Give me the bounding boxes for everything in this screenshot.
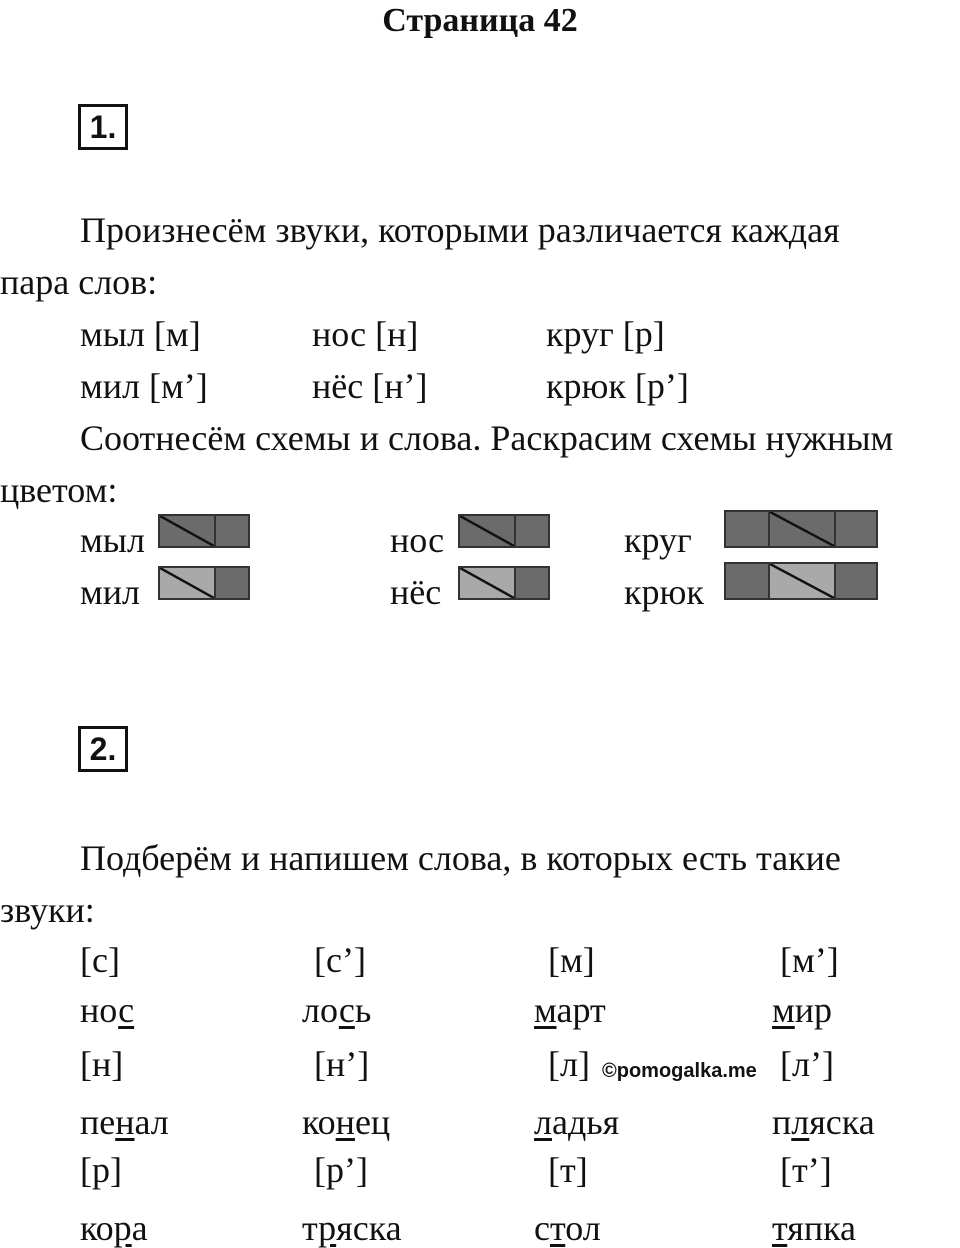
underlined-letter: р bbox=[113, 1208, 132, 1248]
sound-label: [с’] bbox=[314, 940, 366, 980]
sound-label: [н’] bbox=[314, 1044, 370, 1084]
slash-mark bbox=[770, 564, 834, 598]
sound-label: [м’] bbox=[780, 940, 839, 980]
underlined-letter: м bbox=[772, 990, 795, 1030]
underlined-letter: м bbox=[534, 990, 557, 1030]
pair-word: нёс [н’] bbox=[312, 366, 428, 406]
task-1-intro-line1: Произнесём звуки, которыми различается каждая bbox=[80, 210, 840, 250]
word-part: с bbox=[534, 1208, 550, 1248]
underlined-letter: н bbox=[115, 1102, 135, 1142]
sound-label: [н] bbox=[80, 1044, 124, 1084]
example-word bbox=[302, 990, 371, 1030]
word-part: арт bbox=[556, 990, 606, 1030]
consonant-cell bbox=[514, 514, 550, 548]
sound-label: [т’] bbox=[780, 1150, 832, 1190]
underlined-letter: с bbox=[338, 990, 355, 1030]
vowel-cell bbox=[158, 514, 216, 548]
vowel-cell bbox=[158, 566, 216, 600]
task-1-relate-line2: цветом: bbox=[0, 470, 118, 510]
slash-mark bbox=[160, 568, 214, 598]
sound-scheme bbox=[158, 566, 250, 600]
sound-label: [м] bbox=[548, 940, 595, 980]
task-2-intro-line2: звуки: bbox=[0, 890, 95, 930]
pair-word: мыл [м] bbox=[80, 314, 201, 354]
sound-label: [р’] bbox=[314, 1150, 368, 1190]
underlined-letter: с bbox=[118, 990, 135, 1030]
slash-mark bbox=[460, 516, 514, 546]
underlined-letter: т bbox=[772, 1208, 788, 1248]
task-1-number: 1. bbox=[78, 104, 128, 150]
pair-word: круг [р] bbox=[546, 314, 665, 354]
pair-word: мил [м’] bbox=[80, 366, 208, 406]
scheme-word: крюк bbox=[624, 572, 704, 612]
consonant-cell bbox=[214, 514, 250, 548]
example-word bbox=[80, 990, 134, 1030]
word-part: ло bbox=[302, 990, 339, 1030]
word-part: ь bbox=[354, 990, 372, 1030]
scheme-word: мыл bbox=[80, 520, 145, 560]
word-part: п bbox=[772, 1102, 792, 1142]
sound-label: [т] bbox=[548, 1150, 588, 1190]
consonant-cell bbox=[834, 510, 878, 548]
slash-mark bbox=[460, 568, 514, 598]
word-part: ир bbox=[794, 990, 833, 1030]
word-part: ко bbox=[302, 1102, 336, 1142]
sound-scheme bbox=[158, 514, 250, 548]
example-word bbox=[772, 1102, 875, 1142]
consonant-cell bbox=[834, 562, 878, 600]
example-word bbox=[80, 1102, 169, 1142]
pair-word: нос [н] bbox=[312, 314, 419, 354]
page-title: Страница 42 bbox=[382, 2, 578, 39]
scheme-word: мил bbox=[80, 572, 141, 612]
vowel-cell bbox=[458, 566, 516, 600]
word-part: ец bbox=[354, 1102, 391, 1142]
sound-label: [с] bbox=[80, 940, 120, 980]
underlined-letter: л bbox=[534, 1102, 552, 1142]
example-word bbox=[534, 990, 606, 1030]
consonant-cell bbox=[724, 510, 770, 548]
example-word bbox=[80, 1208, 148, 1248]
consonant-cell bbox=[514, 566, 550, 600]
word-part: но bbox=[80, 990, 119, 1030]
scheme-word: круг bbox=[624, 520, 692, 560]
example-word bbox=[772, 1208, 856, 1248]
consonant-cell bbox=[214, 566, 250, 600]
sound-label: [л] bbox=[548, 1044, 590, 1084]
slash-mark bbox=[770, 512, 834, 546]
word-part: япка bbox=[787, 1208, 857, 1248]
scheme-word: нос bbox=[390, 520, 445, 560]
word-part: а bbox=[131, 1208, 148, 1248]
example-word bbox=[302, 1102, 390, 1142]
example-word bbox=[772, 990, 832, 1030]
slash-mark bbox=[160, 516, 214, 546]
consonant-cell bbox=[724, 562, 770, 600]
sound-scheme bbox=[458, 514, 550, 548]
word-part: пе bbox=[80, 1102, 116, 1142]
sound-label: [л’] bbox=[780, 1044, 834, 1084]
word-part: т bbox=[302, 1208, 319, 1248]
underlined-letter: т bbox=[549, 1208, 566, 1248]
scheme-word: нёс bbox=[390, 572, 442, 612]
word-part: яска bbox=[809, 1102, 875, 1142]
underlined-letter: л bbox=[791, 1102, 810, 1142]
task-2-number: 2. bbox=[78, 726, 128, 772]
example-word bbox=[534, 1102, 619, 1142]
watermark: ©pomogalka.me bbox=[602, 1060, 757, 1082]
sound-scheme bbox=[724, 562, 878, 600]
sound-scheme bbox=[724, 510, 878, 548]
vowel-cell bbox=[768, 562, 836, 600]
example-word bbox=[302, 1208, 402, 1248]
underlined-letter: р bbox=[318, 1208, 337, 1248]
word-part: ал bbox=[134, 1102, 169, 1142]
underlined-letter: н bbox=[335, 1102, 355, 1142]
vowel-cell bbox=[458, 514, 516, 548]
task-1-relate-line1: Соотнесём схемы и слова. Раскрасим схемы нужным bbox=[80, 418, 894, 458]
sound-label: [р] bbox=[80, 1150, 122, 1190]
task-1-intro-line2: пара слов: bbox=[0, 262, 158, 302]
pair-word: крюк [р’] bbox=[546, 366, 689, 406]
example-word bbox=[534, 1208, 601, 1248]
sound-scheme bbox=[458, 566, 550, 600]
vowel-cell bbox=[768, 510, 836, 548]
word-part: яска bbox=[336, 1208, 402, 1248]
task-2-intro-line1: Подберём и напишем слова, в которых есть такие bbox=[80, 838, 841, 878]
word-part: ко bbox=[80, 1208, 114, 1248]
word-part: адья bbox=[551, 1102, 620, 1142]
word-part: ол bbox=[565, 1208, 601, 1248]
